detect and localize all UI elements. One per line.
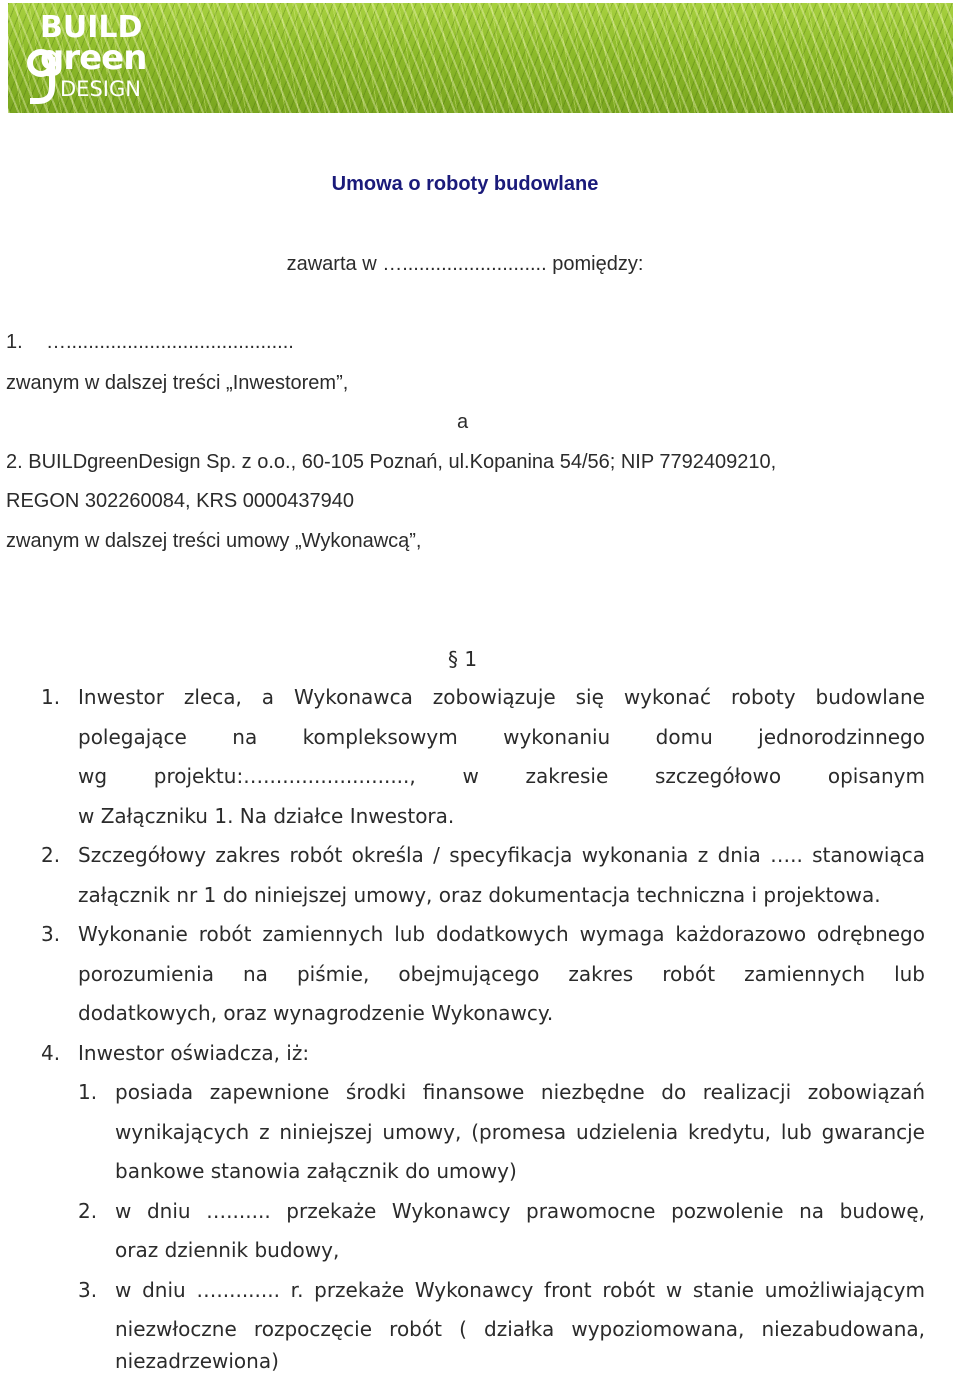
header-banner [8, 3, 953, 113]
logo-word-design: DESIGN [60, 77, 141, 101]
item-line: polegające na kompleksowym wykonaniu domu jednorodzinnego [78, 725, 925, 749]
subitem-line: niezwłoczne rozpoczęcie robót ( działka wypoziomowana, niezabudowana, [115, 1317, 925, 1341]
item-line: Inwestor zleca, a Wykonawca zobowiązuje się wykonać roboty budowlane [78, 685, 925, 709]
subitem-number: 2. [78, 1199, 98, 1223]
party2-role: zwanym w dalszej treści umowy „Wykonawcą”, [6, 530, 422, 552]
item-line: Inwestor oświadcza, iż: [78, 1041, 310, 1065]
subitem-line: niezadrzewiona) [115, 1349, 279, 1373]
conjunction-and: a [457, 411, 469, 433]
subitem-line: w dniu …....... przekaże Wykonawcy prawomocne pozwolenie na budowę, [115, 1199, 925, 1223]
subitem-line: wynikających z niniejszej umowy, (promesa udzielenia kredytu, lub gwarancje [115, 1120, 925, 1144]
item-line: Wykonanie robót zamiennych lub dodatkowych wymaga każdorazowo odrębnego [78, 922, 925, 946]
logo-word-green: green [40, 38, 147, 78]
item-number: 2. [41, 843, 61, 867]
subitem-line: w dniu ….......... r. przekaże Wykonawcy front robót w stanie umożliwiającym [115, 1278, 925, 1302]
party1-number: 1. [6, 331, 23, 353]
subitem-number: 1. [78, 1080, 98, 1104]
intro-line: zawarta w ….......................... pomiędzy: [286, 253, 644, 275]
item-number: 1. [41, 685, 61, 709]
party1-role: zwanym w dalszej treści „Inwestorem”, [6, 372, 349, 394]
document-title: Umowa o roboty budowlane [331, 173, 599, 195]
logo-word-build: BUILD [40, 10, 143, 45]
subitem-line: posiada zapewnione środki finansowe niezbędne do realizacji zobowiązań [115, 1080, 925, 1104]
item-number: 3. [41, 922, 61, 946]
item-line: dodatkowych, oraz wynagrodzenie Wykonawcy. [78, 1001, 554, 1025]
item-line: porozumienia na piśmie, obejmującego zakres robót zamiennych lub [78, 962, 925, 986]
section-heading: § 1 [448, 647, 478, 671]
item-line: załącznik nr 1 do niniejszej umowy, oraz dokumentacja techniczna i projektowa. [78, 883, 881, 907]
party2-line1: 2. BUILDgreenDesign Sp. z o.o., 60-105 Poznań, ul.Kopanina 54/56; NIP 7792409210, [6, 451, 777, 473]
party2-line2: REGON 302260084, KRS 0000437940 [6, 490, 355, 512]
subitem-number: 3. [78, 1278, 98, 1302]
item-line: wg projektu:…......................., w zakresie szczegółowo opisanym [78, 764, 925, 788]
subitem-line: oraz dziennik budowy, [115, 1238, 340, 1262]
party1-dots: …......................................... [46, 331, 294, 353]
item-line: Szczegółowy zakres robót określa / specyfikacja wykonania z dnia ….. stanowiąca [78, 843, 925, 867]
item-number: 4. [41, 1041, 61, 1065]
item-line: w Załączniku 1. Na działce Inwestora. [78, 804, 455, 828]
subitem-line: bankowe stanowia załącznik do umowy) [115, 1159, 517, 1183]
